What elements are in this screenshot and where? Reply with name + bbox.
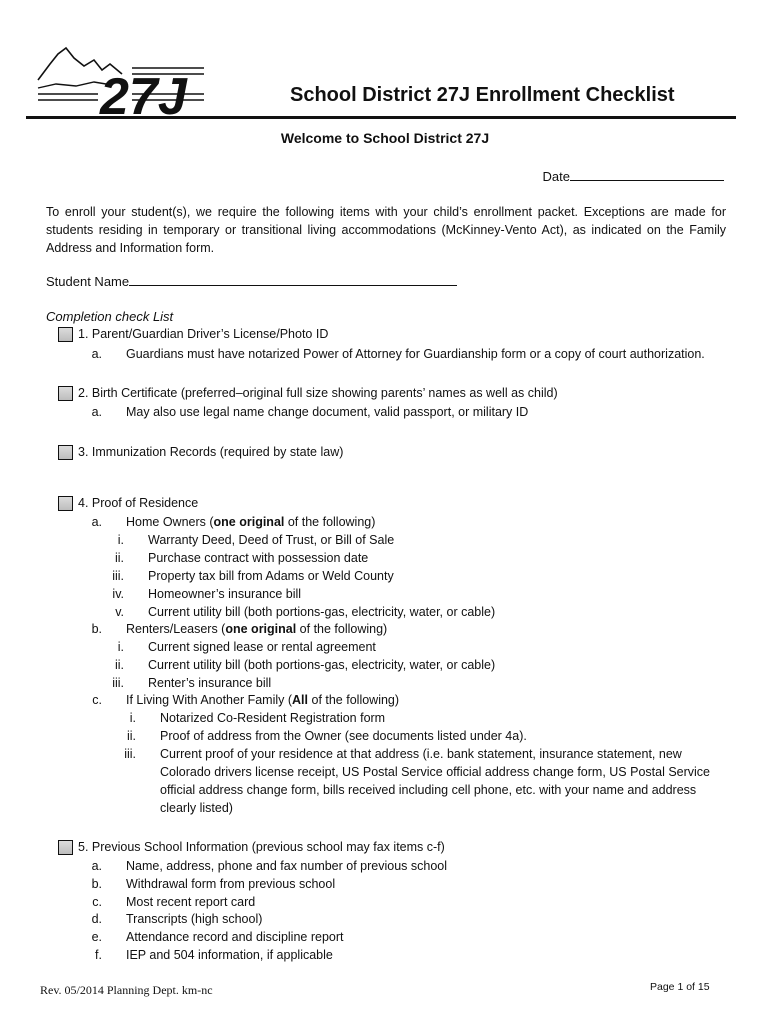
- list-item-continuation: official address change form, bills received including cell phone, etc. with your name and address: [160, 783, 697, 797]
- checkbox-item-2[interactable]: [58, 386, 73, 401]
- student-name-blank[interactable]: [129, 273, 457, 286]
- intro-paragraph: To enroll your student(s), we require the following items with your child’s enrollment packet. Exceptions are made for students residing in temporary or transitional living accommodations (McKinney-Vento Act), as indicated on the Family Address and Information form.: [46, 205, 726, 255]
- list-item-continuation: Colorado drivers license receipt, US Postal Service official address change form, US Postal Service: [160, 765, 711, 779]
- list-item-continuation: clearly listed): [160, 801, 233, 815]
- checklist-item-2: 2. Birth Certificate (preferred–original full size showing parents’ names as well as child): [78, 386, 558, 400]
- checklist-item-5: 5. Previous School Information (previous school may fax items c-f): [78, 840, 445, 854]
- logo-text: 27J: [100, 68, 187, 118]
- checkbox-item-4[interactable]: [58, 496, 73, 511]
- student-name-field[interactable]: [46, 273, 457, 289]
- revision-footer: Rev. 05/2014 Planning Dept. km-nc: [40, 983, 213, 997]
- student-name-label: Student Name: [46, 274, 130, 289]
- welcome-heading: Welcome to School District 27J: [280, 130, 490, 146]
- date-blank[interactable]: [570, 168, 724, 181]
- title-rule: [26, 116, 736, 119]
- date-field[interactable]: [543, 168, 724, 184]
- checklist-item-3: 3. Immunization Records (required by state law): [78, 445, 344, 459]
- checkbox-item-1[interactable]: [58, 327, 73, 342]
- page-title: School District 27J Enrollment Checklist: [290, 84, 675, 106]
- checklist-item-4: 4. Proof of Residence: [78, 496, 199, 510]
- date-label: Date: [542, 169, 570, 184]
- checkbox-item-5[interactable]: [58, 840, 73, 855]
- district-logo: [36, 44, 206, 118]
- checklist-item-1: 1. Parent/Guardian Driver’s License/Photo ID: [78, 327, 329, 341]
- page-number: Page 1 of 15: [650, 981, 710, 993]
- checkbox-item-3[interactable]: [58, 445, 73, 460]
- checklist-heading: Completion check List: [46, 309, 174, 324]
